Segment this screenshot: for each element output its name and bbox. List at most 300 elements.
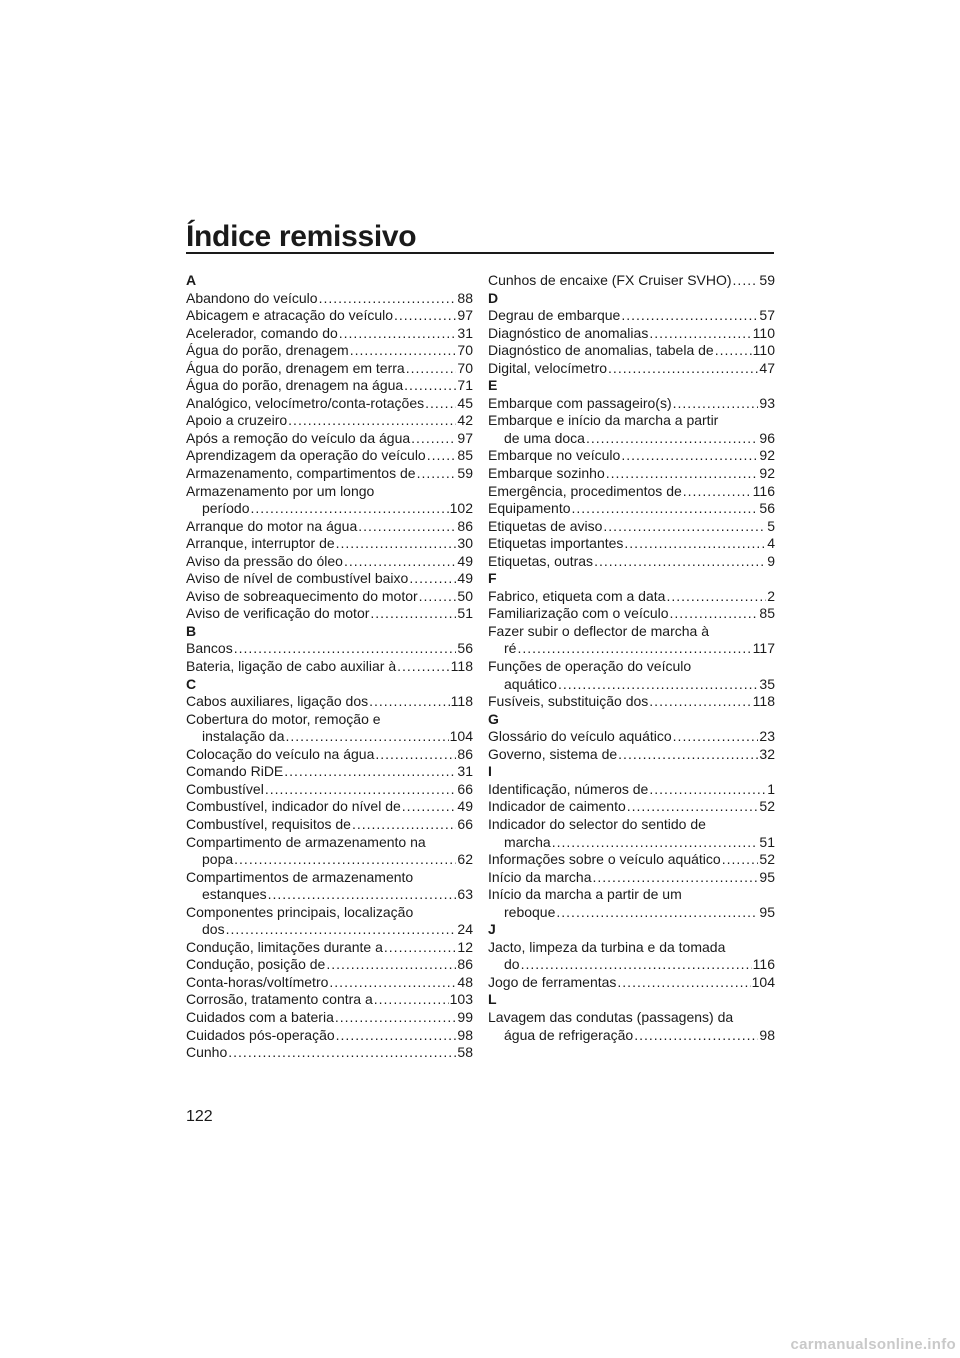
dot-leader xyxy=(673,728,759,746)
index-page-ref: 45 xyxy=(457,394,473,411)
index-entry-text: Armazenamento por um longo xyxy=(186,482,375,499)
index-entry-text: marcha xyxy=(504,833,551,850)
dot-leader xyxy=(603,518,766,536)
index-entry-text: Digital, velocímetro xyxy=(488,359,608,376)
index-page-ref: 118 xyxy=(450,693,473,710)
index-page-ref: 32 xyxy=(759,745,775,762)
index-entry xyxy=(488,518,775,536)
index-entry xyxy=(488,465,775,483)
watermark: carmanualsonline.info xyxy=(790,1336,956,1353)
dot-leader xyxy=(404,377,456,395)
index-page-ref: 104 xyxy=(751,973,775,990)
index-entry-line xyxy=(488,974,775,992)
index-entry-line xyxy=(186,412,473,430)
index-entry xyxy=(488,623,775,658)
dot-leader xyxy=(594,553,766,571)
index-entry-line xyxy=(488,658,775,676)
dot-leader xyxy=(265,781,457,799)
index-entry-text: Conta-horas/voltímetro xyxy=(186,973,329,990)
index-page-ref: 97 xyxy=(457,307,473,324)
index-entry-text: Cuidados pós-operação xyxy=(186,1026,335,1043)
index-entry-text: Degrau de embarque xyxy=(488,307,621,324)
index-page-ref: 56 xyxy=(457,640,473,657)
index-entry xyxy=(186,1009,473,1027)
index-entry-continuation xyxy=(186,500,473,518)
index-page-ref: 63 xyxy=(457,886,473,903)
index-entry xyxy=(488,816,775,851)
index-column-left xyxy=(186,272,473,1062)
index-page-ref: 86 xyxy=(457,745,473,762)
index-entry-text: Cunho xyxy=(186,1044,228,1061)
index-entry-line xyxy=(488,395,775,413)
index-page-ref: 86 xyxy=(457,956,473,973)
dot-leader xyxy=(419,588,457,606)
index-page-ref: 62 xyxy=(457,851,473,868)
dot-leader xyxy=(621,447,758,465)
index-page-ref: 58 xyxy=(457,1044,473,1061)
index-page-ref: 96 xyxy=(759,429,775,446)
index-entry xyxy=(186,377,473,395)
index-entry-text: Compartimento de armazenamento na xyxy=(186,833,426,850)
index-entry xyxy=(186,430,473,448)
index-entry-line xyxy=(186,1009,473,1027)
index-entry-line xyxy=(186,904,473,922)
index-page-ref: 4 xyxy=(767,535,775,552)
index-entry-line xyxy=(488,798,775,816)
index-entry xyxy=(488,658,775,693)
dot-leader xyxy=(336,535,457,553)
index-entry xyxy=(186,570,473,588)
index-page-ref: 104 xyxy=(449,728,473,745)
index-page-ref: 31 xyxy=(457,324,473,341)
index-page-ref: 85 xyxy=(759,605,775,622)
index-entry xyxy=(186,518,473,536)
index-entry-line xyxy=(186,658,473,676)
index-entry xyxy=(186,553,473,571)
index-entry xyxy=(186,395,473,413)
index-page-ref: 66 xyxy=(457,815,473,832)
index-entry-text: Glossário do veículo aquático xyxy=(488,728,672,745)
index-entry xyxy=(186,360,473,378)
index-entry-line xyxy=(186,377,473,395)
index-entry-text: Fusíveis, substituição dos xyxy=(488,693,649,710)
dot-leader xyxy=(733,272,759,290)
index-page-ref: 99 xyxy=(457,1008,473,1025)
dot-leader xyxy=(572,500,759,518)
index-entry-line xyxy=(488,307,775,325)
index-entry-text: Combustível xyxy=(186,780,264,797)
index-page-ref: 110 xyxy=(752,324,775,341)
index-entry xyxy=(488,693,775,711)
dot-leader xyxy=(649,325,751,343)
index-entry-text: Informações sobre o veículo aquático xyxy=(488,851,721,868)
index-entry-text: Cunhos de encaixe (FX Cruiser SVHO) xyxy=(488,272,732,288)
dot-leader xyxy=(335,1009,457,1027)
index-entry xyxy=(488,447,775,465)
index-entry xyxy=(488,605,775,623)
index-entry xyxy=(186,447,473,465)
dot-leader xyxy=(617,974,750,992)
dot-leader xyxy=(624,535,766,553)
index-entry xyxy=(186,290,473,308)
index-page-ref: 23 xyxy=(759,728,775,745)
index-entry xyxy=(488,886,775,921)
dot-leader xyxy=(374,991,449,1009)
index-entry xyxy=(186,991,473,1009)
dot-leader xyxy=(339,325,457,343)
index-page-ref: 47 xyxy=(759,359,775,376)
dot-leader xyxy=(352,816,456,834)
index-entry-text: Abicagem e atracação do veículo xyxy=(186,307,394,324)
index-page-ref: 59 xyxy=(759,272,775,288)
index-entry-text: Embarque sozinho xyxy=(488,465,605,482)
index-page-ref: 86 xyxy=(457,517,473,534)
index-page-ref: 9 xyxy=(767,552,775,569)
index-page-ref: 2 xyxy=(767,587,775,604)
dot-leader xyxy=(683,483,752,501)
index-entry-text: Jogo de ferramentas xyxy=(488,973,617,990)
index-entry-line xyxy=(488,605,775,623)
index-entry-continuation xyxy=(488,676,775,694)
dot-leader xyxy=(384,939,457,957)
index-page-ref: 95 xyxy=(759,903,775,920)
index-page-ref: 85 xyxy=(457,447,473,464)
index-entry-line xyxy=(186,991,473,1009)
index-entry xyxy=(186,325,473,343)
index-entry-line xyxy=(488,360,775,378)
index-entry-line xyxy=(488,781,775,799)
index-entry-text: período xyxy=(202,500,250,517)
index-entry-text: Após a remoção do veículo da água xyxy=(186,429,411,446)
index-entry-text: Apoio a cruzeiro xyxy=(186,412,288,429)
index-entry-text: Diagnóstico de anomalias, tabela de xyxy=(488,342,714,359)
index-entry-text: Embarque e início da marcha a partir xyxy=(488,412,719,429)
index-entry-line xyxy=(186,746,473,764)
index-page-ref: 5 xyxy=(767,517,775,534)
index-entry-line xyxy=(186,711,473,729)
index-entry xyxy=(488,395,775,413)
index-entry-line xyxy=(186,763,473,781)
index-page-ref: 56 xyxy=(759,500,775,517)
index-page-ref: 12 xyxy=(457,938,473,955)
index-entry xyxy=(186,781,473,799)
index-entry xyxy=(186,974,473,992)
index-entry xyxy=(186,658,473,676)
index-entry-line xyxy=(488,693,775,711)
index-entry xyxy=(186,588,473,606)
dot-leader xyxy=(411,430,456,448)
index-entry-line xyxy=(186,290,473,308)
dot-leader xyxy=(715,342,752,360)
index-entry-text: Jacto, limpeza da turbina e da tomada xyxy=(488,938,726,955)
index-letter-heading: I xyxy=(488,763,492,780)
dot-leader xyxy=(608,360,758,378)
index-page-ref: 98 xyxy=(457,1026,473,1043)
index-entry-line xyxy=(186,535,473,553)
index-entry-line xyxy=(186,325,473,343)
index-entry xyxy=(488,974,775,992)
index-entry-text: Emergência, procedimentos de xyxy=(488,482,682,499)
dot-leader xyxy=(618,746,758,764)
index-entry-text: ré xyxy=(504,640,517,657)
index-entry-line xyxy=(488,588,775,606)
index-column-right xyxy=(488,272,775,1044)
index-entry-line xyxy=(186,781,473,799)
index-entry-line xyxy=(186,447,473,465)
index-entry-continuation xyxy=(488,1027,775,1045)
page-title: Índice remissivo xyxy=(186,220,417,253)
dot-leader xyxy=(722,851,759,869)
index-page-ref: 49 xyxy=(457,798,473,815)
dot-leader xyxy=(402,798,457,816)
index-entry xyxy=(488,851,775,869)
index-entry xyxy=(186,711,473,746)
index-entry-text: Corrosão, tratamento contra a xyxy=(186,991,373,1008)
index-entry xyxy=(186,869,473,904)
index-entry xyxy=(186,1027,473,1045)
index-entry-line xyxy=(186,1044,473,1062)
index-entry xyxy=(186,798,473,816)
index-entry-line xyxy=(488,728,775,746)
dot-leader xyxy=(586,430,758,448)
index-entry xyxy=(186,412,473,430)
dot-leader xyxy=(427,447,457,465)
index-entry-continuation xyxy=(488,430,775,448)
index-entry-text: Cabos auxiliares, ligação dos xyxy=(186,693,369,710)
index-entry xyxy=(186,816,473,834)
index-page-ref: 93 xyxy=(759,394,775,411)
index-entry-line xyxy=(488,483,775,501)
index-entry xyxy=(488,272,775,290)
index-page-ref: 71 xyxy=(457,377,473,394)
index-entry-line xyxy=(186,483,473,501)
index-entry xyxy=(488,325,775,343)
index-page-ref: 52 xyxy=(759,851,775,868)
index-entry-continuation xyxy=(488,834,775,852)
index-letter-heading: E xyxy=(488,377,498,394)
index-entry xyxy=(186,342,473,360)
index-entry-continuation xyxy=(488,956,775,974)
index-page-ref: 103 xyxy=(449,991,473,1008)
index-letter-heading: D xyxy=(488,289,499,306)
index-entry xyxy=(488,360,775,378)
index-entry-text: Identificação, números de xyxy=(488,780,649,797)
index-entry-line xyxy=(186,307,473,325)
index-entry-line xyxy=(488,746,775,764)
index-entry-text: reboque xyxy=(504,903,556,920)
index-letter-heading: J xyxy=(488,921,496,938)
index-entry-text: Abandono do veículo xyxy=(186,289,318,306)
index-entry-text: Diagnóstico de anomalias xyxy=(488,324,649,341)
index-entry xyxy=(488,500,775,518)
index-entry-continuation xyxy=(186,728,473,746)
index-page-ref: 57 xyxy=(759,307,775,324)
index-entry-text: Lavagem das condutas (passagens) da xyxy=(488,1008,734,1025)
index-letter-heading: C xyxy=(186,675,197,692)
index-entry-line xyxy=(186,1027,473,1045)
index-entry-text: Componentes principais, localização xyxy=(186,903,414,920)
index-entry-line xyxy=(488,465,775,483)
index-entry-text: Água do porão, drenagem em terra xyxy=(186,359,405,376)
index-entry xyxy=(488,869,775,887)
index-entry-text: Início da marcha a partir de um xyxy=(488,886,682,903)
index-entry xyxy=(488,728,775,746)
index-entry-line xyxy=(488,518,775,536)
dot-leader xyxy=(234,640,457,658)
index-page-ref: 35 xyxy=(759,675,775,692)
dot-leader xyxy=(673,395,759,413)
index-page-ref: 102 xyxy=(449,500,473,517)
index-entry-text: Etiquetas importantes xyxy=(488,535,624,552)
index-page-ref: 95 xyxy=(759,868,775,885)
index-entry-text: Cuidados com a bateria xyxy=(186,1008,334,1025)
dot-leader xyxy=(670,605,759,623)
index-entry-line xyxy=(488,272,775,290)
dot-leader xyxy=(226,921,457,939)
dot-leader xyxy=(319,290,457,308)
index-entry xyxy=(186,834,473,869)
index-entry-text: Funções de operação do veículo xyxy=(488,658,692,675)
index-entry-text: Cobertura do motor, remoção e xyxy=(186,710,381,727)
index-entry-line xyxy=(186,605,473,623)
index-page-ref: 49 xyxy=(457,570,473,587)
index-entry-text: Compartimentos de armazenamento xyxy=(186,868,414,885)
index-page-ref: 97 xyxy=(457,429,473,446)
dot-leader xyxy=(234,851,456,869)
index-entry xyxy=(488,483,775,501)
index-entry-text: do xyxy=(504,956,520,973)
index-entry-text: Água do porão, drenagem xyxy=(186,342,349,359)
index-page-ref: 118 xyxy=(752,693,775,710)
index-entry-line xyxy=(488,535,775,553)
index-entry-line xyxy=(186,974,473,992)
index-page-ref: 51 xyxy=(457,605,473,622)
index-entry-text: Bancos xyxy=(186,640,233,657)
index-entry-line xyxy=(186,956,473,974)
index-entry-line xyxy=(488,500,775,518)
dot-leader xyxy=(425,395,456,413)
index-entry-line xyxy=(186,939,473,957)
index-entry xyxy=(186,939,473,957)
dot-leader xyxy=(521,956,752,974)
index-page-ref: 70 xyxy=(457,342,473,359)
dot-leader xyxy=(634,1027,758,1045)
index-entry-line xyxy=(488,325,775,343)
index-entry xyxy=(488,781,775,799)
index-page-ref: 52 xyxy=(759,798,775,815)
index-page-ref: 117 xyxy=(752,640,775,657)
index-page-ref: 116 xyxy=(752,482,775,499)
index-entry-text: estanques xyxy=(202,886,267,903)
index-entry-text: Combustível, indicador do nível de xyxy=(186,798,401,815)
index-entry-text: Indicador de caimento xyxy=(488,798,626,815)
index-entry-line xyxy=(488,412,775,430)
index-entry-text: Combustível, requisitos de xyxy=(186,815,351,832)
index-entry-line xyxy=(488,447,775,465)
index-entry xyxy=(186,483,473,518)
index-entry-line xyxy=(186,342,473,360)
dot-leader xyxy=(344,553,456,571)
index-entry-text: Comando RiDE xyxy=(186,763,284,780)
dot-leader xyxy=(621,307,758,325)
index-entry-line xyxy=(488,1009,775,1027)
index-page-ref: 30 xyxy=(457,535,473,552)
index-entry-line xyxy=(488,623,775,641)
index-entry-text: Arranque do motor na água xyxy=(186,517,358,534)
index-letter-heading: A xyxy=(186,272,197,288)
dot-leader xyxy=(329,974,456,992)
dot-leader xyxy=(288,412,456,430)
index-entry-text: Bateria, ligação de cabo auxiliar à xyxy=(186,658,397,675)
index-entry-line xyxy=(186,360,473,378)
index-page-ref: 1 xyxy=(767,780,775,797)
index-page-ref: 42 xyxy=(457,412,473,429)
index-entry-text: Embarque no veículo xyxy=(488,447,621,464)
index-entry xyxy=(186,746,473,764)
index-entry-text: Etiquetas de aviso xyxy=(488,517,603,534)
index-page-ref: 31 xyxy=(457,763,473,780)
index-entry-text: Embarque com passageiro(s) xyxy=(488,394,672,411)
index-entry-line xyxy=(488,553,775,571)
index-entry-line xyxy=(488,342,775,360)
index-entry-text: Aviso de sobreaquecimento do motor xyxy=(186,587,418,604)
index-entry xyxy=(488,342,775,360)
index-page-ref: 50 xyxy=(457,587,473,604)
index-page-ref: 59 xyxy=(457,465,473,482)
index-entry-text: Início da marcha xyxy=(488,868,592,885)
index-page-ref: 92 xyxy=(759,465,775,482)
index-page-ref: 24 xyxy=(457,921,473,938)
index-entry-text: Aviso de verificação do motor xyxy=(186,605,370,622)
index-page-ref: 98 xyxy=(759,1026,775,1043)
index-page-ref: 118 xyxy=(450,658,473,675)
index-entry xyxy=(186,956,473,974)
index-entry-text: Indicador do selector do sentido de xyxy=(488,815,706,832)
dot-leader xyxy=(250,500,448,518)
index-entry xyxy=(186,1044,473,1062)
dot-leader xyxy=(406,360,457,378)
index-entry-line xyxy=(186,834,473,852)
index-entry xyxy=(488,1009,775,1044)
index-entry-text: Arranque, interruptor de xyxy=(186,535,335,552)
index-entry-line xyxy=(186,465,473,483)
index-entry-line xyxy=(488,816,775,834)
index-entry xyxy=(488,588,775,606)
index-entry xyxy=(186,307,473,325)
dot-leader xyxy=(666,588,766,606)
index-entry-text: Água do porão, drenagem na água xyxy=(186,377,404,394)
index-entry-line xyxy=(186,570,473,588)
index-entry xyxy=(488,798,775,816)
index-page-ref: 51 xyxy=(759,833,775,850)
dot-leader xyxy=(284,763,456,781)
index-entry-text: aquático xyxy=(504,675,557,692)
dot-leader xyxy=(350,342,457,360)
index-page-ref: 88 xyxy=(457,289,473,306)
dot-leader xyxy=(627,798,759,816)
index-entry-line xyxy=(186,693,473,711)
dot-leader xyxy=(358,518,456,536)
index-entry-line xyxy=(186,640,473,658)
index-entry-continuation xyxy=(488,640,775,658)
dot-leader xyxy=(268,886,457,904)
page-number: 122 xyxy=(186,1108,213,1125)
index-entry-line xyxy=(186,869,473,887)
index-entry-text: Etiquetas, outras xyxy=(488,552,594,569)
dot-leader xyxy=(649,693,751,711)
index-entry xyxy=(186,693,473,711)
dot-leader xyxy=(369,693,450,711)
